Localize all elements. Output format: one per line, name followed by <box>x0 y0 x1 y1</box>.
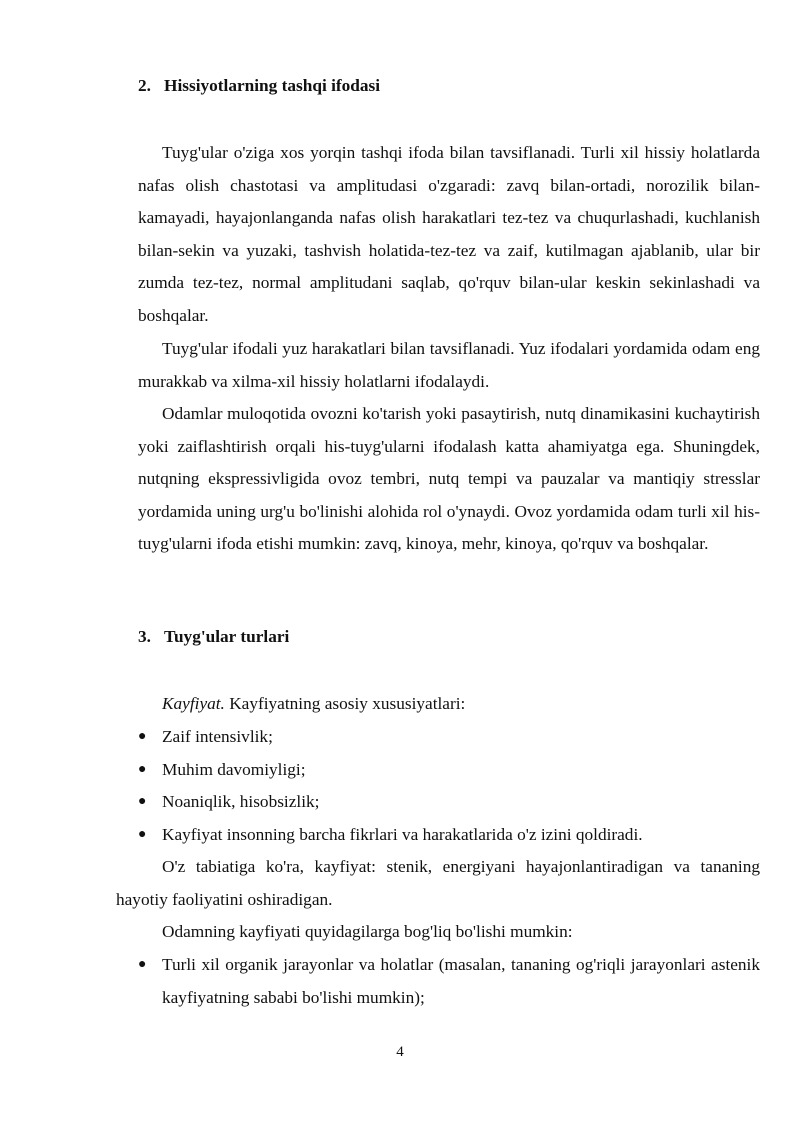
list-item-text: Zaif intensivlik; <box>162 727 273 746</box>
paragraph-mood-intro <box>138 688 760 721</box>
section-3-number: 3. <box>138 627 151 646</box>
list-item <box>138 721 760 754</box>
section-3-heading <box>138 627 289 647</box>
bullet-icon: ● <box>138 957 147 972</box>
bullet-icon: ● <box>138 794 147 809</box>
bullet-icon: ● <box>138 827 147 842</box>
paragraph-voice: Odamlar muloqotida ovozni ko'tarish yoki pasaytirish, nutq dinamikasini kuchaytirish yoki zaiflashtirish orqali his-tuyg'ularni ifodalash katta ahamiyatga ega. Shuningdek, nutqning ekspressivligida ovoz tembri, nutq tempi va pauzalar va mantiqiy stresslar yordamida uning urg'u bo'linishi alohida rol o'ynaydi. Ovoz yordamida odam turli xil his-tuyg'ularni ifoda etishi mumkin: zavq, kinoya, mehr, kinoya, qo'rquv va boshqalar. <box>138 404 760 554</box>
bullet-icon: ● <box>138 762 147 777</box>
paragraph-mood-depends: Odamning kayfiyati quyidagilarga bog'liq bo'lishi mumkin: <box>162 922 573 941</box>
list-item <box>138 819 760 852</box>
paragraph-breathing: Tuyg'ular o'ziga xos yorqin tashqi ifoda bilan tavsiflanadi. Turli xil hissiy holatlarda nafas olish chastotasi va amplitudasi o'zgaradi: zavq bilan-ortadi, norozilik bilan-kamayadi, hayajonlanganda nafas olish harakatlari tez-tez va chuqurlashadi, kuchlanish bilan-sekin va yuzaki, tashvish holatida-tez-tez va zaif, kutilmagan ajablanib, ular bir zumda tez-tez, normal amplitudani saqlab, qo'rquv bilan-ular keskin sekinlashadi va boshqalar. <box>138 143 760 325</box>
list-item <box>138 754 760 787</box>
mood-term: Kayfiyat. <box>162 694 225 713</box>
bullet-icon: ● <box>138 729 147 744</box>
list-item <box>138 949 760 1014</box>
list-item-text: Muhim davomiyligi; <box>162 760 306 779</box>
section-2-title: Hissiyotlarning tashqi ifodasi <box>164 76 381 95</box>
mood-intro-text: Kayfiyatning asosiy xususiyatlari: <box>224 694 466 713</box>
section-2-number: 2. <box>138 76 151 95</box>
paragraph-mood-nature: O'z tabiatiga ko'ra, kayfiyat: stenik, energiyani hayajonlantiradigan va tananing hayotiy faoliyatini oshiradigan. <box>116 857 760 909</box>
section-2-heading <box>138 76 380 96</box>
section-3-title: Tuyg'ular turlari <box>164 627 290 646</box>
paragraph-facial-expressions: Tuyg'ular ifodali yuz harakatlari bilan tavsiflanadi. Yuz ifodalari yordamida odam eng murakkab va xilma-xil hissiy holatlarni ifodalaydi. <box>138 339 760 391</box>
list-item-text: Noaniqlik, hisobsizlik; <box>162 792 320 811</box>
page-number: 4 <box>396 1044 404 1060</box>
list-item <box>138 786 760 819</box>
list-item-text: Turli xil organik jarayonlar va holatlar (masalan, tananing og'riqli jarayonlari astenik kayfiyatning sababi bo'lishi mumkin); <box>162 955 760 1007</box>
list-item-text: Kayfiyat insonning barcha fikrlari va harakatlarida o'z izini qoldiradi. <box>162 825 643 844</box>
